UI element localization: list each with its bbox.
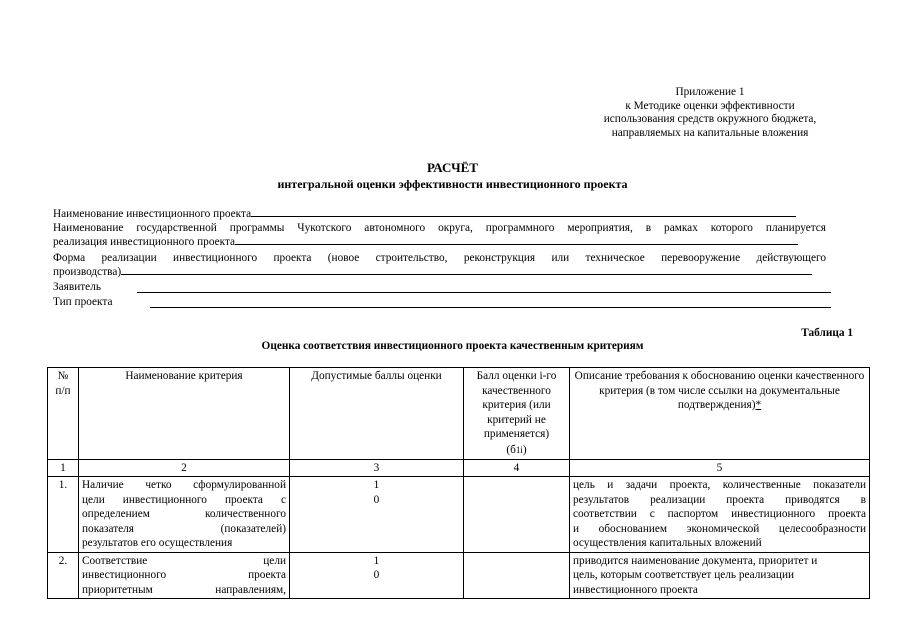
appendix-line-3: использования средств окружного бюджета,: [603, 113, 817, 126]
row-criterion: [79, 477, 290, 553]
header-num-line-1: №: [57, 370, 69, 382]
score-symbol-sub: 1i: [515, 444, 523, 455]
header-score-symbol: [467, 442, 566, 458]
program-label-line-2: реализация инвестиционного проекта: [53, 236, 236, 248]
criteria-table: [47, 367, 870, 599]
row-num: 2.: [48, 552, 79, 599]
index-cell: 4: [464, 459, 570, 477]
appendix-line-4: направляемых на капитальные вложения: [611, 126, 809, 139]
form-field: [53, 266, 812, 279]
description-line: осуществления капитальных вложений: [573, 537, 762, 550]
program-field: [53, 236, 798, 249]
appendix-line-1: Приложение 1: [675, 86, 745, 98]
table-title: Оценка соответствия инвестиционного проекта качественным критериям: [261, 340, 644, 352]
criterion-line: цели инвестиционного проекта с: [82, 493, 286, 506]
header-score: [464, 368, 570, 460]
index-cell: 5: [570, 459, 870, 477]
header-score-line-2: качественного: [482, 384, 551, 397]
allowed-score: 0: [373, 569, 380, 582]
header-num: [48, 368, 79, 460]
table-index-row: [48, 459, 870, 477]
program-line[interactable]: [235, 244, 798, 245]
row-allowed-scores: [290, 477, 464, 553]
description-line: инвестиционного проекта: [573, 583, 698, 596]
header-description-footnote-mark[interactable]: *: [755, 399, 762, 411]
row-score-value[interactable]: [464, 552, 570, 599]
allowed-score: 0: [373, 493, 380, 506]
project-name-line[interactable]: [251, 216, 796, 217]
header-num-line-2: п/п: [55, 384, 71, 397]
index-cell: 2: [79, 459, 290, 477]
description-line: цель и задачи проекта, количественные показатели: [573, 479, 866, 492]
header-score-line-3: критерия (или: [482, 399, 551, 411]
index-cell: 1: [48, 459, 79, 477]
type-line[interactable]: [150, 307, 831, 308]
appendix-note: [560, 86, 860, 140]
description-line: и обоснованием экономической целесообразности: [573, 522, 866, 535]
header-criterion: Наименование критерия: [79, 368, 290, 460]
form-line[interactable]: [121, 274, 812, 275]
document-subtitle: интегральной оценки эффективности инвестиционного проекта: [277, 177, 628, 191]
document-title: РАСЧЁТ: [427, 160, 478, 175]
criterion-line: Наличие четко сформулированной: [82, 479, 286, 492]
row-allowed-scores: [290, 552, 464, 599]
row-num: 1.: [48, 477, 79, 553]
applicant-line[interactable]: [137, 292, 831, 293]
row-criterion: [79, 552, 290, 599]
header-description-text: Описание требования к обоснованию оценки качественного критерия (в том числе ссылки на документальные подтверждения): [574, 370, 865, 411]
table-row: [48, 477, 870, 553]
header-score-line-1: Балл оценки i-го: [476, 370, 557, 382]
row-description: [570, 477, 870, 553]
description-line: результатов реализации проекта приводятся в: [573, 493, 866, 506]
score-symbol-close: ): [522, 443, 527, 456]
score-symbol-open: (б: [506, 443, 516, 456]
header-score-line-5: применяется): [483, 428, 550, 440]
criterion-line: инвестиционного проекта: [82, 569, 286, 582]
criterion-line: Соответствие цели: [82, 554, 286, 567]
description-line: соответствии с паспортом инвестиционного проекта: [573, 508, 866, 521]
appendix-line-2: к Методике оценки эффективности: [625, 99, 795, 112]
row-description: [570, 552, 870, 599]
form-label-line-2: производства): [53, 266, 122, 278]
header-score-line-4: критерий не: [487, 413, 546, 426]
criterion-line: приоритетным направлениям,: [82, 583, 286, 596]
criterion-line: определением количественного: [82, 508, 286, 521]
criterion-line: результатов его осуществления: [82, 537, 233, 550]
criterion-line: показателя (показателей): [82, 522, 286, 535]
program-label-line-1: Наименование государственной программы Чукотского автономного округа, программного мероприятия, в рамках которого планируется: [53, 222, 826, 234]
header-allowed-scores: Допустимые баллы оценки: [290, 368, 464, 460]
description-line: приводится наименование документа, приоритет и: [573, 554, 818, 567]
project-name-field: [53, 208, 796, 221]
type-label: Тип проекта: [53, 296, 113, 308]
description-line: цель, которым соответствует цель реализации: [573, 569, 795, 582]
allowed-score: 1: [373, 554, 380, 567]
row-score-value[interactable]: [464, 477, 570, 553]
allowed-score: 1: [373, 479, 380, 492]
table-number: Таблица 1: [801, 327, 853, 339]
header-description: [570, 368, 870, 460]
table-row: [48, 552, 870, 599]
form-label-line-1: Форма реализации инвестиционного проекта (новое строительство, реконструкция или техническое перевооружение действующего: [53, 252, 826, 264]
table-header-row: [48, 368, 870, 460]
index-cell: 3: [290, 459, 464, 477]
applicant-label: Заявитель: [53, 281, 101, 293]
project-name-label: Наименование инвестиционного проекта: [53, 208, 252, 220]
